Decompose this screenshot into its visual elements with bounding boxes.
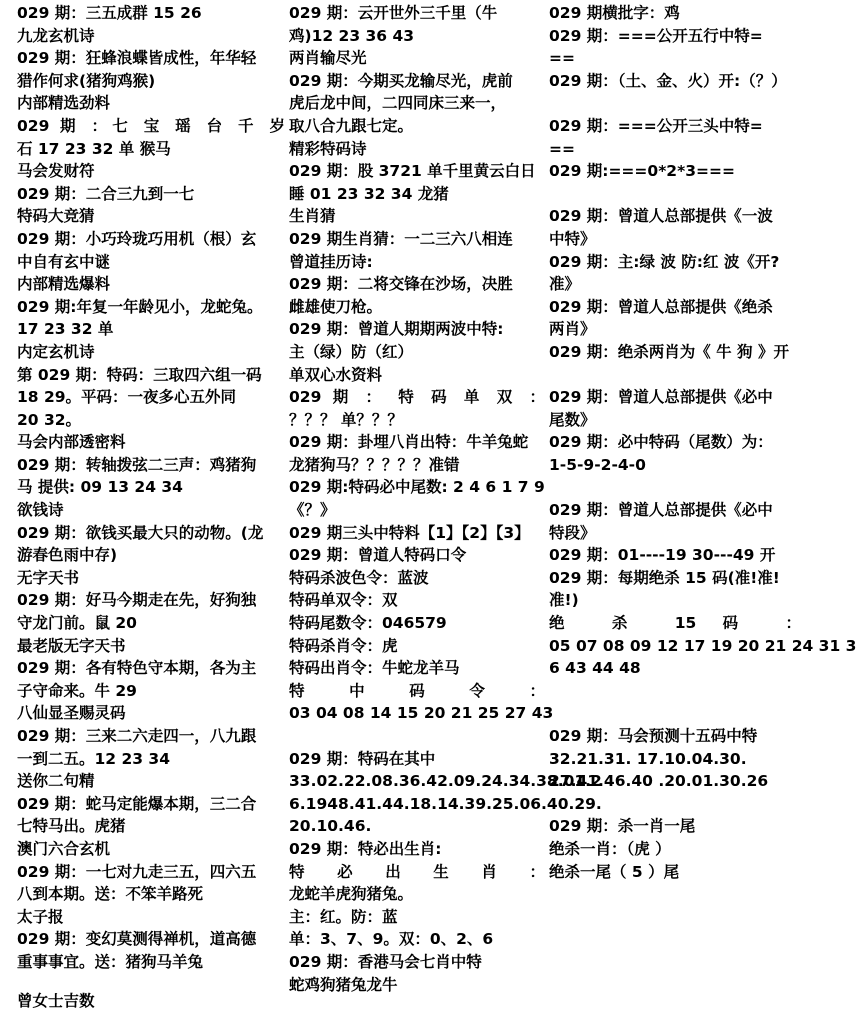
spacer <box>549 476 801 499</box>
text-line: 特码杀波色令：蓝波 <box>289 568 429 587</box>
text-line: 内部精选爆料 <box>17 275 111 294</box>
text-line: 无字天书 <box>17 568 80 587</box>
text-line: 20.10.46. <box>289 817 372 836</box>
text-line: 33.02.22.08.36.42.09.24.34.38.01.2 <box>289 772 602 791</box>
text-line: 最老版无字天书 <box>17 636 126 655</box>
text-line: 029 期：曾道人总部提供《必中 <box>549 501 773 520</box>
text-line: 内定玄机诗 <box>17 342 95 361</box>
text-line: 17 23 32 单 <box>17 320 114 339</box>
text-line: 八到本期。送：不笨羊路死 <box>17 885 204 904</box>
spacer <box>549 364 801 387</box>
text-line: 雌雄使刀枪。 <box>289 297 383 316</box>
text-line: 029 期：香港马会七肖中特 <box>289 952 482 971</box>
text-line: 鸡)12 23 36 43 <box>289 26 415 45</box>
text-line: 子守命来。牛 29 <box>17 681 137 700</box>
text-line: 特码出肖令：牛蛇龙羊马 <box>289 659 460 678</box>
text-line: 重事事宜。送：猪狗马羊兔 <box>17 952 204 971</box>
text-line: 两肖》 <box>549 320 596 339</box>
text-line: 029 期：变幻莫测得禅机，道高德 <box>17 930 257 949</box>
text-line: 029 期：转轴拨弦二三声：鸡猪狗 <box>17 455 257 474</box>
text-line: 029 期：绝杀两肖为《 牛 狗 》开 <box>549 342 789 361</box>
text-line: 029 期 ：七 宝 瑶 台 千 岁 <box>17 116 285 135</box>
text-line: 龙蛇羊虎狗猪兔。 <box>289 885 414 904</box>
text-line: 6 43 44 48 <box>549 659 641 678</box>
text-line: 029 期：小巧玲珑巧用机（根）玄 <box>17 229 257 248</box>
text-line: ？？？ 单？？？ <box>289 410 403 429</box>
spacer <box>549 702 801 725</box>
text-line: 两肖输尽光 <box>289 49 367 68</box>
text-line: 029 期：曾道人总部提供《一波 <box>549 207 773 226</box>
text-line: 029 期：欲钱买最大只的动物。(龙 <box>17 523 264 542</box>
text-line: 029 期：马会预测十五码中特 <box>549 727 758 745</box>
text-line: 特 必 出 生 肖 ： <box>289 862 545 881</box>
text-line: 中自有玄中谜 <box>17 252 111 271</box>
text-line: 石 17 23 32 单 猴马 <box>17 139 171 158</box>
text-line: 029 期:特码必中尾数: 2 4 6 1 7 9 <box>289 478 545 497</box>
text-line: 尾数》 <box>549 410 596 429</box>
text-line: 029 期：===公开五行中特= <box>549 26 763 45</box>
text-line: 绝 杀 15 码 ： <box>549 614 801 633</box>
text-line: 特码尾数令：046579 <box>289 614 447 633</box>
text-line: == <box>549 139 575 158</box>
text-line: 32.21.31. 17.10.04.30. <box>549 749 747 768</box>
spacer <box>549 680 801 703</box>
text-line: 精彩特码诗 <box>289 139 367 158</box>
text-line: 029 期：好马今期走在先，好狗独 <box>17 591 257 610</box>
text-line: 029 期：蛇马定能爆本期，三二合 <box>17 794 257 813</box>
text-line: 主：红。防：蓝 <box>289 907 398 926</box>
text-line: 马会内部透密料 <box>17 433 126 452</box>
text-line: 20 32。 <box>17 410 82 429</box>
text-line: 029 期：云开世外三千里（牛 <box>289 4 498 22</box>
text-line: 第 029 期：特码：三取四六组一码 <box>17 365 262 384</box>
text-line: 特段》 <box>549 523 596 542</box>
text-line: 029 期：股 3721 单千里黄云白日 <box>289 162 536 181</box>
text-line: 特 中 码 令 ： <box>289 681 545 700</box>
spacer <box>549 793 801 816</box>
text-line: 029 期：今期买龙输尽光，虎前 <box>289 71 513 90</box>
text-line: 029 期生肖猜：一二三六八相连 <box>289 229 513 248</box>
spacer <box>289 725 545 748</box>
text-line: 18 29。平码：一夜多心五外同 <box>17 388 237 407</box>
text-line: 单：3、7、9。双：0、2、6 <box>289 930 494 949</box>
footer-title: 曾女士吉数 <box>17 992 95 1010</box>
text-line: 虎后龙中间，二四同床三来一， <box>289 94 507 113</box>
text-line: 029 期：01----19 30---49 开 <box>549 546 776 565</box>
text-line: 内部精选劲料 <box>17 94 111 113</box>
text-line: 029 期 ： 特 码 单 双 ： <box>289 388 545 407</box>
text-line: 029 期：杀一肖一尾 <box>549 817 696 836</box>
text-line: 029 期：三来二六走四一，八九跟 <box>17 727 257 745</box>
text-line: == <box>549 49 575 68</box>
spacer <box>549 183 801 206</box>
text-line: 八仙显圣赐灵码 <box>17 704 126 723</box>
text-line: 029 期：主:绿 波 防:红 波《开? <box>549 252 780 271</box>
text-line: 1-5-9-2-4-0 <box>549 455 646 474</box>
text-line: 029 期：（土、金、火）开:（？） <box>549 71 787 90</box>
text-line: 029 期：卦埋八肖出特：牛羊兔蛇 <box>289 433 529 452</box>
text-line: 游春色雨中存) <box>17 546 118 565</box>
text-line: 特码大竞猜 <box>17 207 95 226</box>
text-line: 029 期横批字：鸡 <box>549 4 680 22</box>
text-line: 029 期：狂蜂浪蝶皆成性，年华轻 <box>17 49 257 68</box>
text-line: 029 期：每期绝杀 15 码(准!准! <box>549 568 780 587</box>
text-line: 欲钱诗 <box>17 501 64 520</box>
text-line: 中特》 <box>549 229 596 248</box>
column-left <box>17 2 285 974</box>
text-line: 马会发财符 <box>17 162 95 181</box>
text-line: 05 07 08 09 12 17 19 20 21 24 31 3 <box>549 636 856 655</box>
text-line: 03 04 08 14 15 20 21 25 27 43 <box>289 704 554 723</box>
text-line: 029 期：===公开三头中特= <box>549 116 763 135</box>
text-line: 029 期:年复一年龄见小，龙蛇兔。 <box>17 297 263 316</box>
text-line: 029 期：曾道人特码口令 <box>289 546 467 565</box>
text-line: 6.1948.41.44.18.14.39.25.06.40.29. <box>289 794 602 813</box>
text-line: 七特马出。虎猪 <box>17 817 126 836</box>
column-right <box>549 2 856 883</box>
text-line: 029 期：曾道人期期两波中特: <box>289 320 504 339</box>
text-line: 一到二五。12 23 34 <box>17 749 171 768</box>
text-line: 029 期：必中特码（尾数）为： <box>549 433 773 452</box>
text-line: 守龙门前。鼠 20 <box>17 614 137 633</box>
text-line: 送你二句精 <box>17 772 95 791</box>
text-line: 睡 01 23 32 34 龙猪 <box>289 184 449 203</box>
text-line: 029 期：曾道人总部提供《绝杀 <box>549 297 773 316</box>
text-line: 27.41.46.40 .20.01.30.26 <box>549 772 769 791</box>
text-line: 生肖猜 <box>289 207 336 226</box>
text-line: 特码单双令：双 <box>289 591 398 610</box>
text-line: 准》 <box>549 275 581 294</box>
text-line: 澳门六合玄机 <box>17 839 111 858</box>
text-line: 029 期：二将交锋在沙场，决胜 <box>289 275 513 294</box>
text-line: 九龙玄机诗 <box>17 26 95 45</box>
text-line: 029 期：曾道人总部提供《必中 <box>549 388 773 407</box>
spacer <box>549 92 801 115</box>
text-line: 取八合九跟七定。 <box>289 116 414 135</box>
text-line: 《？》 <box>289 501 336 520</box>
text-line: 马 提供: 09 13 24 34 <box>17 478 183 497</box>
text-line: 绝杀一尾（ 5 ）尾 <box>549 862 680 881</box>
text-line: 029 期：特必出生肖: <box>289 839 442 858</box>
text-line: 龙猪狗马？？？？？准错 <box>289 455 460 474</box>
text-line: 主（绿）防（红） <box>289 342 414 361</box>
text-line: 绝杀一肖：（虎 ） <box>549 839 671 858</box>
text-line: 029 期：各有特色守本期，各为主 <box>17 659 257 678</box>
text-line: 029 期：三五成群 15 26 <box>17 4 202 22</box>
text-line: 特码杀肖令：虎 <box>289 636 398 655</box>
text-line: 曾道挂历诗: <box>289 252 373 271</box>
text-line: 准!) <box>549 591 579 610</box>
text-line: 太子报 <box>17 907 64 926</box>
text-line: 029 期:===0*2*3=== <box>549 162 735 181</box>
text-line: 蛇鸡狗猪兔龙牛 <box>289 975 398 994</box>
text-line: 猎作何求(猪狗鸡猴) <box>17 71 156 90</box>
text-line: 029 期：二合三九到一七 <box>17 184 195 203</box>
text-line: 029 期：一七对九走三五，四六五 <box>17 862 257 881</box>
text-line: 单双心水资料 <box>289 365 383 384</box>
text-line: 029 期：特码在其中 <box>289 749 436 768</box>
text-line: 029 期三头中特料【1】【2】【3】 <box>289 523 530 542</box>
